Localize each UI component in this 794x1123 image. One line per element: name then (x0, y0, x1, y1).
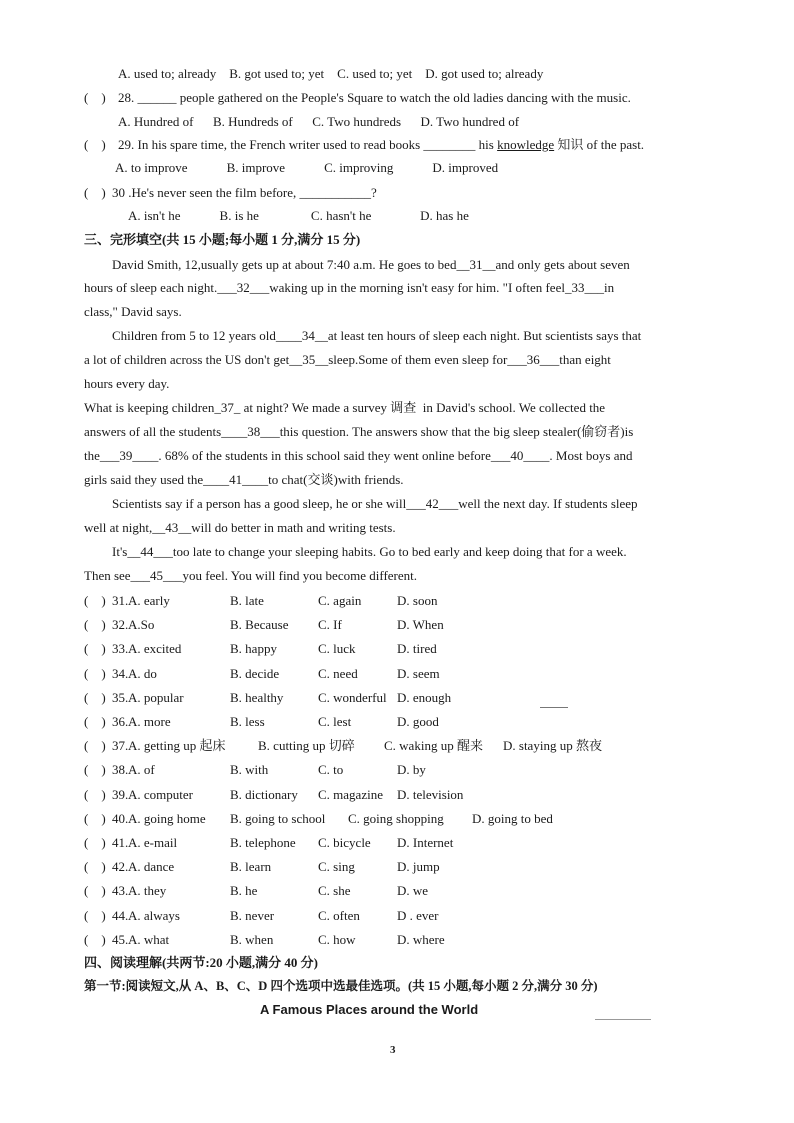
q30-answer-blank[interactable]: ( ) (84, 185, 106, 200)
passage-line: well at night,__43__will do better in math and writing tests. (84, 520, 396, 535)
option-d: D. tired (397, 641, 437, 656)
option-a: A. do (128, 666, 157, 681)
question-number: 35. (112, 690, 129, 705)
option-b: B. late (230, 593, 264, 608)
option-c: C. sing (318, 859, 355, 874)
option-a: A. getting up 起床 (128, 738, 226, 753)
answer-blank[interactable]: ( ) (84, 762, 106, 777)
question-number: 37. (112, 738, 129, 753)
q30-stem: 30 .He's never seen the film before, ___________? (112, 185, 377, 200)
section4-part1-instructions: 第一节:阅读短文,从 A、B、C、D 四个选项中选最佳选项。(共 15 小题,每小题 2 分,满分 30 分) (84, 979, 598, 993)
q28-stem: 28. ______ people gathered on the People's Square to watch the old ladies dancing with the music. (118, 90, 631, 105)
q29-options: A. to improve B. improve C. improving D. improved (115, 160, 499, 175)
option-c: C. she (318, 883, 351, 898)
option-a: A. always (128, 908, 180, 923)
answer-blank[interactable]: ( ) (84, 714, 106, 729)
option-d: D. When (397, 617, 444, 632)
question-number: 39. (112, 787, 129, 802)
option-c: C. waking up 醒来 (384, 738, 483, 753)
option-c: C. to (318, 762, 344, 777)
option-d: D. staying up 熬夜 (503, 738, 602, 753)
option-c: C. often (318, 908, 360, 923)
passage-line: Scientists say if a person has a good sleep, he or she will___42___well the next day. If students sleep (112, 496, 638, 511)
option-a: A. they (128, 883, 167, 898)
option-b: B. happy (230, 641, 277, 656)
q27-options: A. used to; already B. got used to; yet C. used to; yet D. got used to; already (118, 66, 544, 81)
option-d: D. seem (397, 666, 440, 681)
passage-line: a lot of children across the US don't get__35__sleep.Some of them even sleep for___36___than eight (84, 352, 611, 367)
question-number: 44. (112, 908, 129, 923)
option-c: C. need (318, 666, 358, 681)
option-c: C. going shopping (348, 811, 444, 826)
scan-mark (540, 707, 568, 708)
option-d: D. Internet (397, 835, 454, 850)
question-number: 40. (112, 811, 129, 826)
answer-blank[interactable]: ( ) (84, 617, 106, 632)
question-number: 42. (112, 859, 129, 874)
question-number: 36. (112, 714, 129, 729)
option-a: A. computer (128, 787, 193, 802)
passage-line: answers of all the students____38___this question. The answers show that the big sleep stealer(偷窃者)is (84, 424, 634, 439)
option-c: C. luck (318, 641, 356, 656)
option-d: D. where (397, 932, 445, 947)
q29-keyword: knowledge (497, 137, 555, 152)
option-c: C. how (318, 932, 356, 947)
answer-blank[interactable]: ( ) (84, 641, 106, 656)
answer-blank[interactable]: ( ) (84, 932, 106, 947)
option-b: B. never (230, 908, 275, 923)
option-b: B. learn (230, 859, 272, 874)
option-b: B. decide (230, 666, 280, 681)
question-number: 31. (112, 593, 129, 608)
option-a: A. going home (128, 811, 206, 826)
option-c: C. wonderful (318, 690, 387, 705)
answer-blank[interactable]: ( ) (84, 690, 106, 705)
answer-blank[interactable]: ( ) (84, 666, 106, 681)
option-a: A. excited (128, 641, 182, 656)
q28-answer-blank[interactable]: ( ) (84, 90, 106, 105)
answer-blank[interactable]: ( ) (84, 908, 106, 923)
option-a: A. e-mail (128, 835, 178, 850)
page-number: 3 (390, 1044, 396, 1056)
option-d: D. by (397, 762, 426, 777)
question-number: 45. (112, 932, 129, 947)
option-d: D. television (397, 787, 464, 802)
answer-blank[interactable]: ( ) (84, 859, 106, 874)
section3-heading: 三、完形填空(共 15 小题;每小题 1 分,满分 15 分) (84, 232, 361, 247)
passage-line: What is keeping children_37_ at night? We made a survey 调查 in David's school. We collected the (84, 400, 606, 415)
answer-blank[interactable]: ( ) (84, 883, 106, 898)
q30-options: A. isn't he B. is he C. hasn't he D. has he (128, 208, 469, 223)
option-b: B. when (230, 932, 274, 947)
question-number: 32. (112, 617, 129, 632)
passage-line: hours of sleep each night.___32___waking up in the morning isn't easy for him. "I often feel_33___in (84, 280, 615, 295)
option-a: A. dance (128, 859, 175, 874)
option-d: D. we (397, 883, 429, 898)
answer-blank[interactable]: ( ) (84, 835, 106, 850)
option-b: B. going to school (230, 811, 326, 826)
option-a: A.So (128, 617, 155, 632)
option-d: D . ever (397, 908, 439, 923)
question-number: 43. (112, 883, 129, 898)
passage-line: class," David says. (84, 304, 182, 319)
option-b: B. cutting up 切碎 (258, 738, 355, 753)
answer-blank[interactable]: ( ) (84, 593, 106, 608)
passage-line: girls said they used the____41____to chat(交谈)with friends. (84, 472, 404, 487)
question-number: 41. (112, 835, 129, 850)
option-b: B. telephone (230, 835, 296, 850)
option-d: D. good (397, 714, 439, 729)
q29-answer-blank[interactable]: ( ) (84, 137, 106, 152)
section4-heading: 四、阅读理解(共两节:20 小题,满分 40 分) (84, 955, 318, 970)
passage-line: David Smith, 12,usually gets up at about 7:40 a.m. He goes to bed__31__and only gets about seven (112, 257, 630, 272)
option-a: A. early (128, 593, 170, 608)
option-b: B. healthy (230, 690, 284, 705)
option-b: B. with (230, 762, 269, 777)
question-number: 34. (112, 666, 129, 681)
option-b: B. Because (230, 617, 289, 632)
option-a: A. of (128, 762, 155, 777)
answer-blank[interactable]: ( ) (84, 787, 106, 802)
question-number: 38. (112, 762, 129, 777)
passage-line: Then see___45___you feel. You will find you become different. (84, 568, 417, 583)
option-c: C. again (318, 593, 362, 608)
passage-line: It's__44___too late to change your sleeping habits. Go to bed early and keep doing that for a week. (112, 544, 627, 559)
option-d: D. soon (397, 593, 438, 608)
answer-blank[interactable]: ( ) (84, 738, 106, 753)
passage-line: Children from 5 to 12 years old____34__at least ten hours of sleep each night. But scientists says that (112, 328, 642, 343)
option-c: C. magazine (318, 787, 383, 802)
option-b: B. less (230, 714, 265, 729)
scan-mark (595, 1019, 651, 1020)
answer-blank[interactable]: ( ) (84, 811, 106, 826)
passage-line: the___39____. 68% of the students in this school said they went online before___40____. Most boys and (84, 448, 633, 463)
option-c: C. If (318, 617, 342, 632)
option-a: A. popular (128, 690, 184, 705)
passage-line: hours every day. (84, 376, 170, 391)
option-c: C. lest (318, 714, 352, 729)
option-d: D. enough (397, 690, 452, 705)
option-a: A. what (128, 932, 170, 947)
question-number: 33. (112, 641, 129, 656)
q29-stem: 29. In his spare time, the French writer used to read books ________ his knowledge 知识 of the past. (118, 137, 645, 152)
q28-options: A. Hundred of B. Hundreds of C. Two hundreds D. Two hundred of (118, 114, 520, 129)
option-b: B. he (230, 883, 258, 898)
option-d: D. jump (397, 859, 440, 874)
option-b: B. dictionary (230, 787, 298, 802)
option-a: A. more (128, 714, 171, 729)
option-c: C. bicycle (318, 835, 371, 850)
reading-title: A Famous Places around the World (260, 1002, 479, 1017)
option-d: D. going to bed (472, 811, 553, 826)
